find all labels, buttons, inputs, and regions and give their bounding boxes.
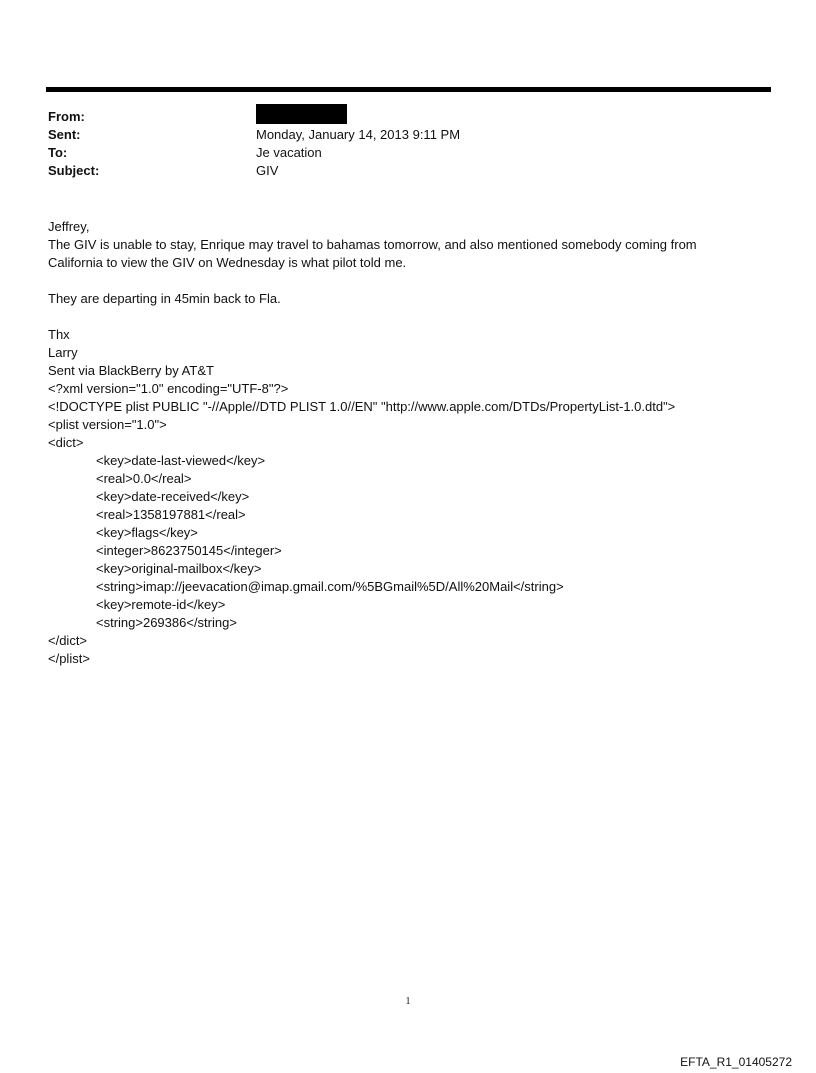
xml-line: <string>imap://jeevacation@imap.gmail.com/%5BGmail%5D/All%20Mail</string> [96, 579, 564, 594]
header-rule [46, 87, 771, 92]
signature-device: Sent via BlackBerry by AT&T [48, 363, 214, 378]
greeting: Jeffrey, [48, 219, 90, 234]
redacted-sender [256, 104, 347, 124]
body-line: The GIV is unable to stay, Enrique may travel to bahamas tomorrow, and also mentioned somebody coming from [48, 237, 697, 252]
xml-line: <real>0.0</real> [96, 471, 192, 486]
page-number: 1 [405, 996, 411, 1007]
body-line: California to view the GIV on Wednesday is what pilot told me. [48, 255, 407, 270]
signoff: Thx [48, 327, 70, 342]
xml-line: </plist> [48, 651, 90, 666]
xml-line: <?xml version="1.0" encoding="UTF-8"?> [48, 381, 289, 396]
xml-line: <key>date-received</key> [96, 489, 250, 504]
xml-line: <key>remote-id</key> [96, 597, 226, 612]
subject-value: GIV [256, 163, 279, 178]
xml-line: <key>original-mailbox</key> [96, 561, 262, 576]
xml-line: <string>269386</string> [96, 615, 237, 630]
to-value: Je vacation [256, 145, 322, 160]
xml-line: <plist version="1.0"> [48, 417, 167, 432]
xml-line: </dict> [48, 633, 88, 648]
xml-line: <dict> [48, 435, 84, 450]
xml-line: <key>flags</key> [96, 525, 198, 540]
xml-line: <real>1358197881</real> [96, 507, 246, 522]
body-line: They are departing in 45min back to Fla. [48, 291, 281, 306]
xml-line: <!DOCTYPE plist PUBLIC "-//Apple//DTD PLIST 1.0//EN" "http://www.apple.com/DTDs/PropertyList-1.0.dtd"> [48, 399, 676, 414]
sent-label: Sent: [48, 127, 81, 142]
to-label: To: [48, 145, 68, 160]
sent-value: Monday, January 14, 2013 9:11 PM [256, 127, 461, 142]
xml-line: <integer>8623750145</integer> [96, 543, 282, 558]
subject-label: Subject: [48, 163, 100, 178]
bates-number: EFTA_R1_01405272 [680, 1055, 792, 1069]
xml-line: <key>date-last-viewed</key> [96, 453, 266, 468]
email-body [48, 218, 748, 668]
signature-name: Larry [48, 345, 78, 360]
from-label: From: [48, 109, 85, 124]
